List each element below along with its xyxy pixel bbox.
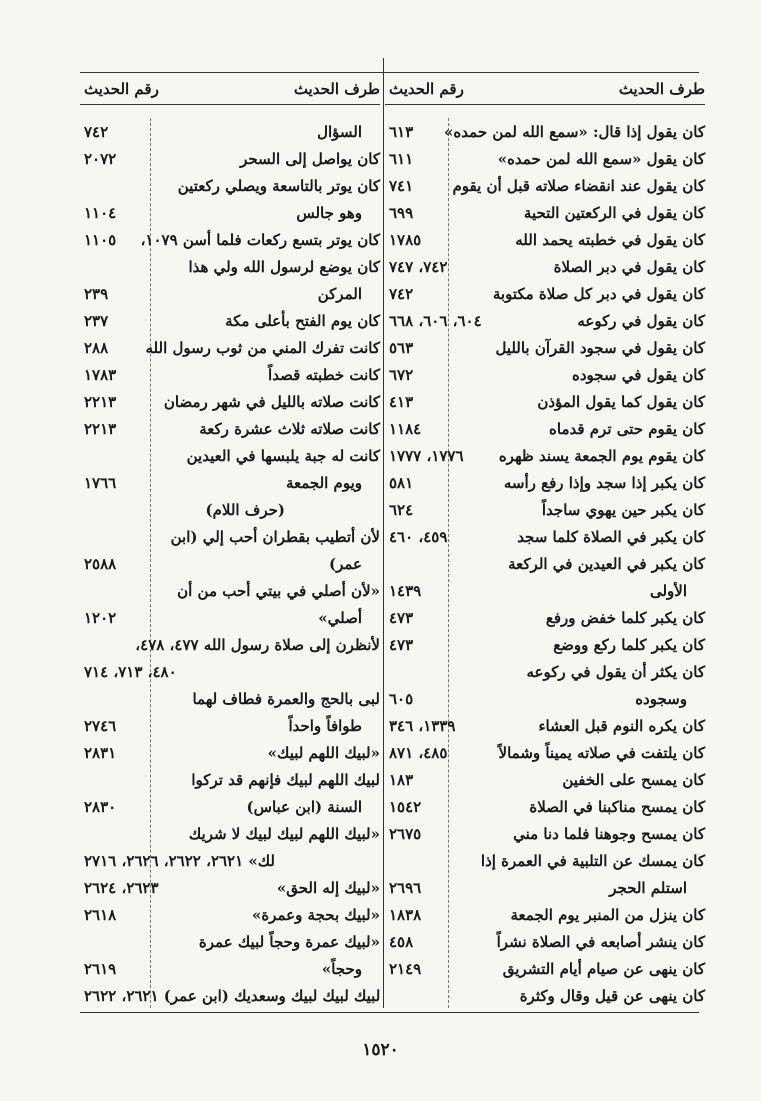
entry-text: «لبيك بحجة وعمرة» — [251, 906, 380, 924]
left-column-header — [80, 78, 380, 105]
entry-text: عمر) — [329, 555, 362, 573]
entry-text: لبيك لبيك لبيك وسعديك (ابن عمر) ٢٦٢١، ٢٦٢٢ — [84, 987, 381, 1005]
hadith-entry — [80, 524, 380, 551]
entry-text: وهو جالس — [296, 204, 362, 222]
hadith-entry — [385, 686, 705, 713]
hadith-entry — [385, 524, 705, 551]
entry-text: كان يكبر حين يهوي ساجداً — [541, 501, 705, 519]
hadith-entry — [385, 497, 705, 524]
entry-text: كانت تفرك المني من ثوب رسول الله — [145, 339, 380, 357]
entry-text: كان يقول في سجوده — [571, 366, 705, 384]
entry-text: لأنظرن إلى صلاة رسول الله ٤٧٧، ٤٧٨، — [135, 636, 380, 654]
hadith-entry — [385, 875, 705, 902]
entry-text: ٤٨٠، ٧١٣، ٧١٤ — [84, 663, 177, 681]
entry-number: ٧٤١ — [389, 177, 414, 195]
hadith-entry — [385, 794, 705, 821]
hadith-entry — [80, 740, 380, 767]
entry-text: كان يقول في الركعتين التحية — [523, 204, 705, 222]
left-column — [80, 78, 380, 1010]
hadith-entry — [80, 632, 380, 659]
entry-text: كان يواصل إلى السحر — [240, 150, 380, 168]
hadith-entry — [80, 362, 380, 389]
entry-text: كان يكثر أن يقول في ركوعه — [526, 663, 705, 681]
hadith-entry — [385, 173, 705, 200]
entry-number: ٥٦٣ — [389, 339, 414, 357]
entry-number: ٢٦١٩ — [84, 960, 117, 978]
entry-text: كان يقول في دبر كل صلاة مكتوبة — [492, 285, 705, 303]
hadith-entry — [385, 254, 705, 281]
entry-text: كان يقول في دبر الصلاة — [553, 258, 705, 276]
hadith-entry — [385, 902, 705, 929]
entry-text: كان يقول إذا قال: «سمع الله لمن حمده» — [444, 123, 705, 141]
entry-number: ١١٠٤ — [84, 204, 117, 222]
hadith-entry — [80, 821, 380, 848]
entry-text: كان يقول في ركوعه — [577, 312, 705, 330]
entry-number: ٦٠٤، ٦٠٦، ٦٦٨ — [389, 312, 482, 330]
hadith-entry — [385, 470, 705, 497]
hadith-entry — [385, 659, 705, 686]
entry-text: كانت خطبته قصداً — [268, 366, 380, 384]
hadith-entry — [385, 389, 705, 416]
entry-text: لأن أتطيب بقطران أحب إلي (ابن — [170, 528, 380, 546]
entry-text: «لبيك اللهم لبيك لبيك لا شريك — [188, 825, 380, 843]
hadith-entry — [80, 605, 380, 632]
hadith-entry — [385, 146, 705, 173]
entry-number: ٤١٣ — [389, 393, 414, 411]
entry-number: ٢٥٨٨ — [84, 555, 117, 573]
hadith-entry — [385, 767, 705, 794]
entry-text: كان يلتفت في صلاته يميناً وشمالاً — [498, 744, 705, 762]
entry-text: كان يقول «سمع الله لمن حمده» — [497, 150, 705, 168]
hadith-entry — [80, 146, 380, 173]
entry-number: ٧٤٢ — [84, 123, 109, 141]
entry-text: «لأن أصلي في بيتي أحب من أن — [177, 582, 380, 600]
header-text-label: طرف الحديث — [618, 80, 705, 98]
entry-number: ١٧٨٥ — [389, 231, 422, 249]
entry-text: كان يكره النوم قبل العشاء — [538, 717, 705, 735]
entry-number: ١٥٤٢ — [389, 798, 422, 816]
hadith-entry — [80, 389, 380, 416]
entry-text: كان يمسح على الخفين — [562, 771, 705, 789]
hadith-entry — [80, 902, 380, 929]
entry-number: ٥٨١ — [389, 474, 414, 492]
header-number-label: رقم الحديث — [389, 80, 464, 98]
entry-text: كان يقول كما يقول المؤذن — [537, 393, 705, 411]
hadith-entry — [80, 335, 380, 362]
entry-text: كان يكبر كلما ركع ووضع — [553, 636, 705, 654]
hadith-entry — [385, 848, 705, 875]
entry-number: ٢٨٣٠ — [84, 798, 117, 816]
entry-number: ٦٢٤ — [389, 501, 414, 519]
hadith-entry — [80, 686, 380, 713]
entry-number: ١٨٣ — [389, 771, 414, 789]
entry-text: لك» ٢٦٢١، ٢٦٢٢، ٢٦٢٦، ٢٧١٦ — [84, 852, 275, 870]
entry-text: كانت له جبة يلبسها في العيدين — [186, 447, 380, 465]
hadith-entry — [80, 119, 380, 146]
entry-number: ٤٧٣ — [389, 636, 414, 654]
hadith-entry — [80, 875, 380, 902]
entry-number: ٤٥٨ — [389, 933, 414, 951]
hadith-entry — [385, 605, 705, 632]
section-heading — [80, 497, 380, 524]
entry-number: ٢٨٣١ — [84, 744, 117, 762]
hadith-entry — [80, 227, 380, 254]
entry-number: ٦٩٩ — [389, 204, 414, 222]
entry-number: ١٨٣٨ — [389, 906, 422, 924]
hadith-entry — [80, 443, 380, 470]
entry-text: كان يكبر في العيدين في الركعة — [508, 555, 705, 573]
entry-number: ٢٧٤٦ — [84, 717, 117, 735]
hadith-entry — [80, 794, 380, 821]
header-number-label: رقم الحديث — [84, 80, 159, 98]
entry-text: السنة (ابن عباس) — [246, 798, 362, 816]
entry-text: كانت صلاته ثلاث عشرة ركعة — [199, 420, 380, 438]
entry-text: لبى بالحج والعمرة فطاف لهما — [192, 690, 380, 708]
hadith-entry — [385, 362, 705, 389]
hadith-entry — [80, 659, 380, 686]
hadith-entry — [385, 983, 705, 1010]
hadith-entry — [385, 416, 705, 443]
hadith-entry — [80, 551, 380, 578]
entry-number: ٦٧٢ — [389, 366, 414, 384]
entry-text: طوافاً واحداً — [288, 717, 362, 735]
hadith-entry — [385, 443, 705, 470]
entry-text: وسجوده — [635, 690, 687, 708]
entry-number: ٢١٤٩ — [389, 960, 422, 978]
entry-number: ٧٤٢، ٧٤٧ — [389, 258, 448, 276]
right-column — [385, 78, 705, 1010]
entry-text: كان يقوم حتى ترم قدماه — [549, 420, 705, 438]
entry-text: كان ينهى عن صيام أيام التشريق — [502, 960, 705, 978]
hadith-entry — [80, 848, 380, 875]
entry-number: ٢٦٧٥ — [389, 825, 422, 843]
entry-text: كان يوضع لرسول الله ولي هذا — [188, 258, 380, 276]
entry-text: السؤال — [317, 123, 362, 141]
hadith-entry — [385, 281, 705, 308]
entry-number: ٢٣٧ — [84, 312, 109, 330]
entry-text: كان ينزل من المنبر يوم الجمعة — [510, 906, 705, 924]
entry-text: الأولى — [649, 582, 687, 600]
hadith-entry — [385, 956, 705, 983]
right-entries — [385, 119, 705, 1010]
hadith-entry — [385, 308, 705, 335]
entry-number: ٦١٣ — [389, 123, 414, 141]
hadith-entry — [80, 578, 380, 605]
entry-number: ٦١١ — [389, 150, 414, 168]
entry-text: كان يقوم يوم الجمعة يسند ظهره — [498, 447, 705, 465]
entry-number: ٤٥٩، ٤٦٠ — [389, 528, 448, 546]
entry-text: (حرف اللام) — [205, 501, 285, 519]
entry-number: ٢٢١٣ — [84, 420, 117, 438]
entry-text: كان يكبر إذا سجد وإذا رفع رأسه — [503, 474, 705, 492]
entry-number: ١٧٨٣ — [84, 366, 117, 384]
top-rule — [80, 72, 699, 73]
entry-text: كان ينهى عن قيل وقال وكثرة — [519, 987, 705, 1005]
entry-text: كان يقول عند انقضاء صلاته قبل أن يقوم — [452, 177, 705, 195]
entry-number: ٢٠٧٢ — [84, 150, 117, 168]
header-text-label: طرف الحديث — [293, 80, 380, 98]
hadith-entry — [385, 713, 705, 740]
hadith-entry — [385, 119, 705, 146]
hadith-entry — [385, 200, 705, 227]
entry-text: كان يقول في خطبته يحمد الله — [515, 231, 705, 249]
hadith-entry — [80, 470, 380, 497]
right-column-header — [385, 78, 705, 105]
hadith-entry — [80, 416, 380, 443]
entry-text: لبيك اللهم لبيك فإنهم قد تركوا — [191, 771, 380, 789]
entry-text: استلم الحجر — [609, 879, 687, 897]
entry-text: ويوم الجمعة — [285, 474, 362, 492]
entry-text: كانت صلاته بالليل في شهر رمضان — [163, 393, 380, 411]
left-entries — [80, 119, 380, 1010]
entry-number: ٢٨٨ — [84, 339, 109, 357]
entry-number: ١١٨٤ — [389, 420, 422, 438]
entry-text: كان يوم الفتح بأعلى مكة — [225, 312, 380, 330]
entry-number: ٢٦٢٣، ٢٦٢٤ — [84, 879, 159, 897]
hadith-entry — [80, 254, 380, 281]
hadith-entry — [385, 821, 705, 848]
hadith-entry — [80, 173, 380, 200]
column-divider — [383, 58, 384, 1008]
hadith-entry — [80, 956, 380, 983]
bottom-rule — [80, 1012, 699, 1013]
entry-text: كان ينشر أصابعه في الصلاة نشراً — [496, 933, 705, 951]
hadith-entry — [80, 200, 380, 227]
hadith-entry — [80, 713, 380, 740]
entry-number: ٢٣٩ — [84, 285, 109, 303]
entry-text: كان يوتر بتسع ركعات فلما أسن ١٠٧٩، — [140, 231, 380, 249]
entry-number: ١١٠٥ — [84, 231, 117, 249]
hadith-entry — [385, 929, 705, 956]
hadith-entry — [80, 929, 380, 956]
entry-text: كان يوتر بالتاسعة ويصلي ركعتين — [177, 177, 380, 195]
entry-text: وحجاً» — [321, 960, 362, 978]
entry-text: كان يكبر في الصلاة كلما سجد — [517, 528, 705, 546]
entry-text: «لبيك اللهم لبيك» — [267, 744, 380, 762]
hadith-entry — [385, 578, 705, 605]
hadith-entry — [80, 308, 380, 335]
entry-text: كان يمسح مناكبنا في الصلاة — [529, 798, 705, 816]
entry-number: ٤٧٣ — [389, 609, 414, 627]
hadith-entry — [385, 551, 705, 578]
entry-text: أصلي» — [318, 609, 362, 627]
hadith-entry — [385, 335, 705, 362]
entry-number: ١٢٠٢ — [84, 609, 117, 627]
entry-number: ٢٢١٣ — [84, 393, 117, 411]
entry-text: «لبيك إله الحق» — [276, 879, 380, 897]
entry-number: ٤٨٥، ٨٧١ — [389, 744, 448, 762]
entry-text: كان يكبر كلما خفض ورفع — [545, 609, 705, 627]
entry-text: كان يقول في سجود القرآن بالليل — [495, 339, 705, 357]
entry-number: ٧٤٢ — [389, 285, 414, 303]
entry-number: ٦٠٥ — [389, 690, 414, 708]
entry-number: ١٣٣٩، ٣٤٦ — [389, 717, 456, 735]
hadith-entry — [385, 740, 705, 767]
entry-number: ١٧٧٦، ١٧٧٧ — [389, 447, 464, 465]
hadith-entry — [80, 983, 380, 1010]
entry-number: ١٤٣٩ — [389, 582, 422, 600]
hadith-entry — [385, 227, 705, 254]
entry-text: كان يمسح وجوهنا فلما دنا مني — [513, 825, 705, 843]
entry-text: المركن — [317, 285, 362, 303]
entry-number: ٢٦٩٦ — [389, 879, 422, 897]
entry-number: ١٧٦٦ — [84, 474, 117, 492]
hadith-entry — [385, 632, 705, 659]
hadith-entry — [80, 767, 380, 794]
entry-text: كان يمسك عن التلبية في العمرة إذا — [480, 852, 705, 870]
hadith-entry — [80, 281, 380, 308]
page-number: ١٥٢٠ — [362, 1040, 399, 1060]
entry-number: ٢٦١٨ — [84, 906, 117, 924]
entry-text: «لبيك عمرة وحجاً لبيك عمرة — [198, 933, 380, 951]
